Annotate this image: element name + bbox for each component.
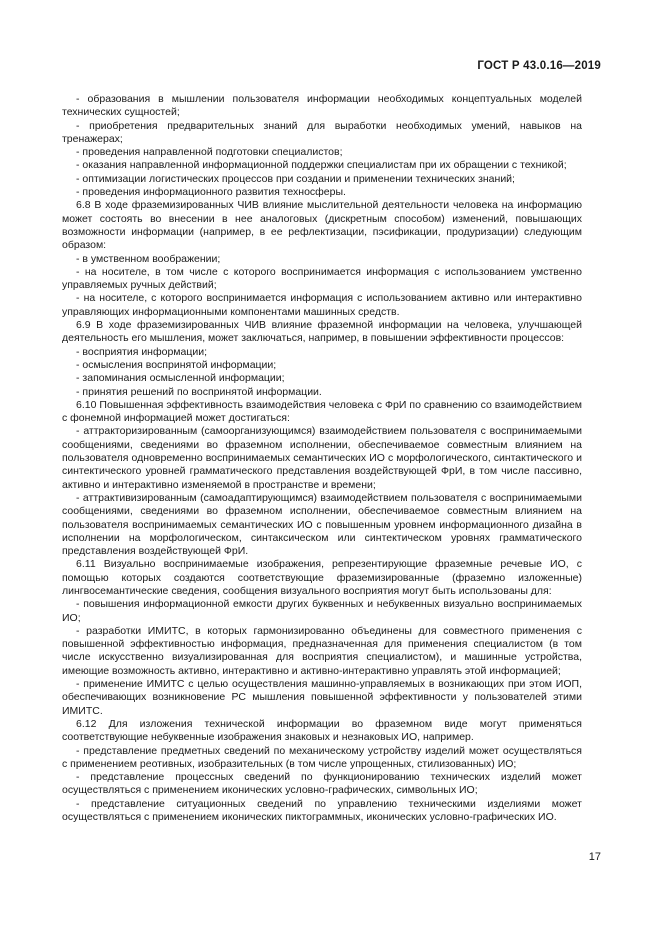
paragraph: - на носителе, в том числе с которого воспринимается информация с использованием умственно управляемых ручных действий; bbox=[62, 265, 582, 292]
paragraph: - принятия решений по воспринятой информации. bbox=[76, 385, 322, 398]
section-6-11: 6.11 Визуально воспринимаемые изображения, репрезентирующие фраземные речевые ИО, с помощью которых создаются соответствующие фраземизированные (фраземно изложенные) лингвосемантические сведения, сообщения визуального восприятия могут быть использованы для: bbox=[62, 558, 582, 597]
document-body bbox=[62, 93, 582, 824]
paragraph: - аттракторизированным (самоорганизующимся) взаимодействием пользователя с воспринимаемыми сообщениями, сведениями во фраземном исполнении, обеспечиваемое совместным влиянием на пользователя одновременно воспринимаемых семантических ИО с морфологического, синтактического и синтектического уровней грамматического представления воздействующей ФрИ, в том числе пассивно, активно и интерактивно изменяемой в пространстве и времени; bbox=[62, 425, 582, 491]
paragraph: - применение ИМИТС с целью осуществления машинно-управляемых в возникающих при этом ИОП, обеспечивающих возникновение РС мышления повышенной эффективности у пользователей этими ИМИТС. bbox=[62, 678, 582, 717]
paragraph: - представление ситуационных сведений по управлению техническими изделиями может осуществляться с применением иконических пиктограммных, иконических условно-графических ИО. bbox=[62, 797, 582, 824]
paragraph: - представление предметных сведений по механическому устройству изделий может осуществляться с применением реотивных, изобразительных (в том числе упрощенных, стилизованных) ИО; bbox=[62, 744, 582, 770]
standard-code-header: ГОСТ Р 43.0.16—2019 bbox=[477, 60, 601, 72]
paragraph: - восприятия информации; bbox=[76, 345, 208, 358]
paragraph: - запоминания осмысленной информации; bbox=[76, 372, 285, 385]
paragraph: - представление процессных сведений по функционированию технических изделий может осуществляться с применением иконических условно-графических, символьных ИО; bbox=[62, 771, 582, 797]
paragraph: - разработки ИМИТС, в которых гармонизированно объединены для совместного применения с повышенной эффективностью информация, предназначенная для применения специалистом (в том числе искусственно визуализированная для восприятия специалистом), и машинные устройства, имеющие возможность активно, интерактивно и активно-интерактивно управлять этой информацией; bbox=[62, 624, 582, 677]
section-6-10: 6.10 Повышенная эффективность взаимодействия человека с ФрИ по сравнению со взаимодействием с фонемной информацией может достигаться: bbox=[62, 398, 582, 425]
paragraph: - осмысления воспринятой информации; bbox=[76, 358, 277, 371]
section-6-9: 6.9 В ходе фраземизированных ЧИВ влияние фраземной информации на человека, улучшающей деятельность его мышления, может заключаться, например, в повышении эффективности процессов: bbox=[62, 319, 582, 345]
paragraph: - приобретения предварительных знаний для выработки необходимых умений, навыков на тренажерах; bbox=[62, 119, 582, 145]
paragraph: - образования в мышлении пользователя информации необходимых концептуальных моделей технических сущностей; bbox=[62, 93, 582, 119]
section-6-8: 6.8 В ходе фраземизированных ЧИВ влияние мыслительной деятельности человека на информацию может состоять во внесении в нее аналоговых (дискретным способом) изменений, повышающих возможности информации (например, в ее рефлектизации, пэсификации, продуризации) следующим образом: bbox=[62, 199, 582, 252]
paragraph: - проведения информационного развития техносферы. bbox=[76, 186, 346, 199]
paragraph: - повышения информационной емкости других буквенных и небуквенных визуально воспринимаемых ИО; bbox=[62, 598, 582, 624]
paragraph: - проведения направленной подготовки специалистов; bbox=[76, 146, 343, 159]
page-number: 17 bbox=[588, 851, 601, 863]
paragraph: - оказания направленной информационной поддержки специалистам при их обращении с техникой; bbox=[76, 159, 567, 172]
paragraph: - на носителе, с которого воспринимается информация с использованием активно или интерактивно управляющих информационными компонентами машинных средств. bbox=[62, 292, 582, 318]
paragraph: - оптимизации логистических процессов при создании и применении технических знаний; bbox=[76, 172, 515, 185]
paragraph: - в умственном воображении; bbox=[76, 252, 221, 265]
paragraph: - аттрактивизированным (самоадаптирующимся) взаимодействием пользователя с воспринимаемыми сообщениями, сведениями во фраземном исполнении, обеспечиваемое совместным влиянием на пользователя воспринимаемых семантических ИО с повышенным уровнем информационного дизайна в исполнении на морфологическом, синтаксическом или синтектическом уровнях грамматического представления воздействующей ФрИ. bbox=[62, 491, 582, 558]
section-6-12: 6.12 Для изложения технической информации во фраземном виде могут применяться соответствующие небуквенные изображения знаковых и незнаковых ИО, например. bbox=[62, 717, 582, 744]
